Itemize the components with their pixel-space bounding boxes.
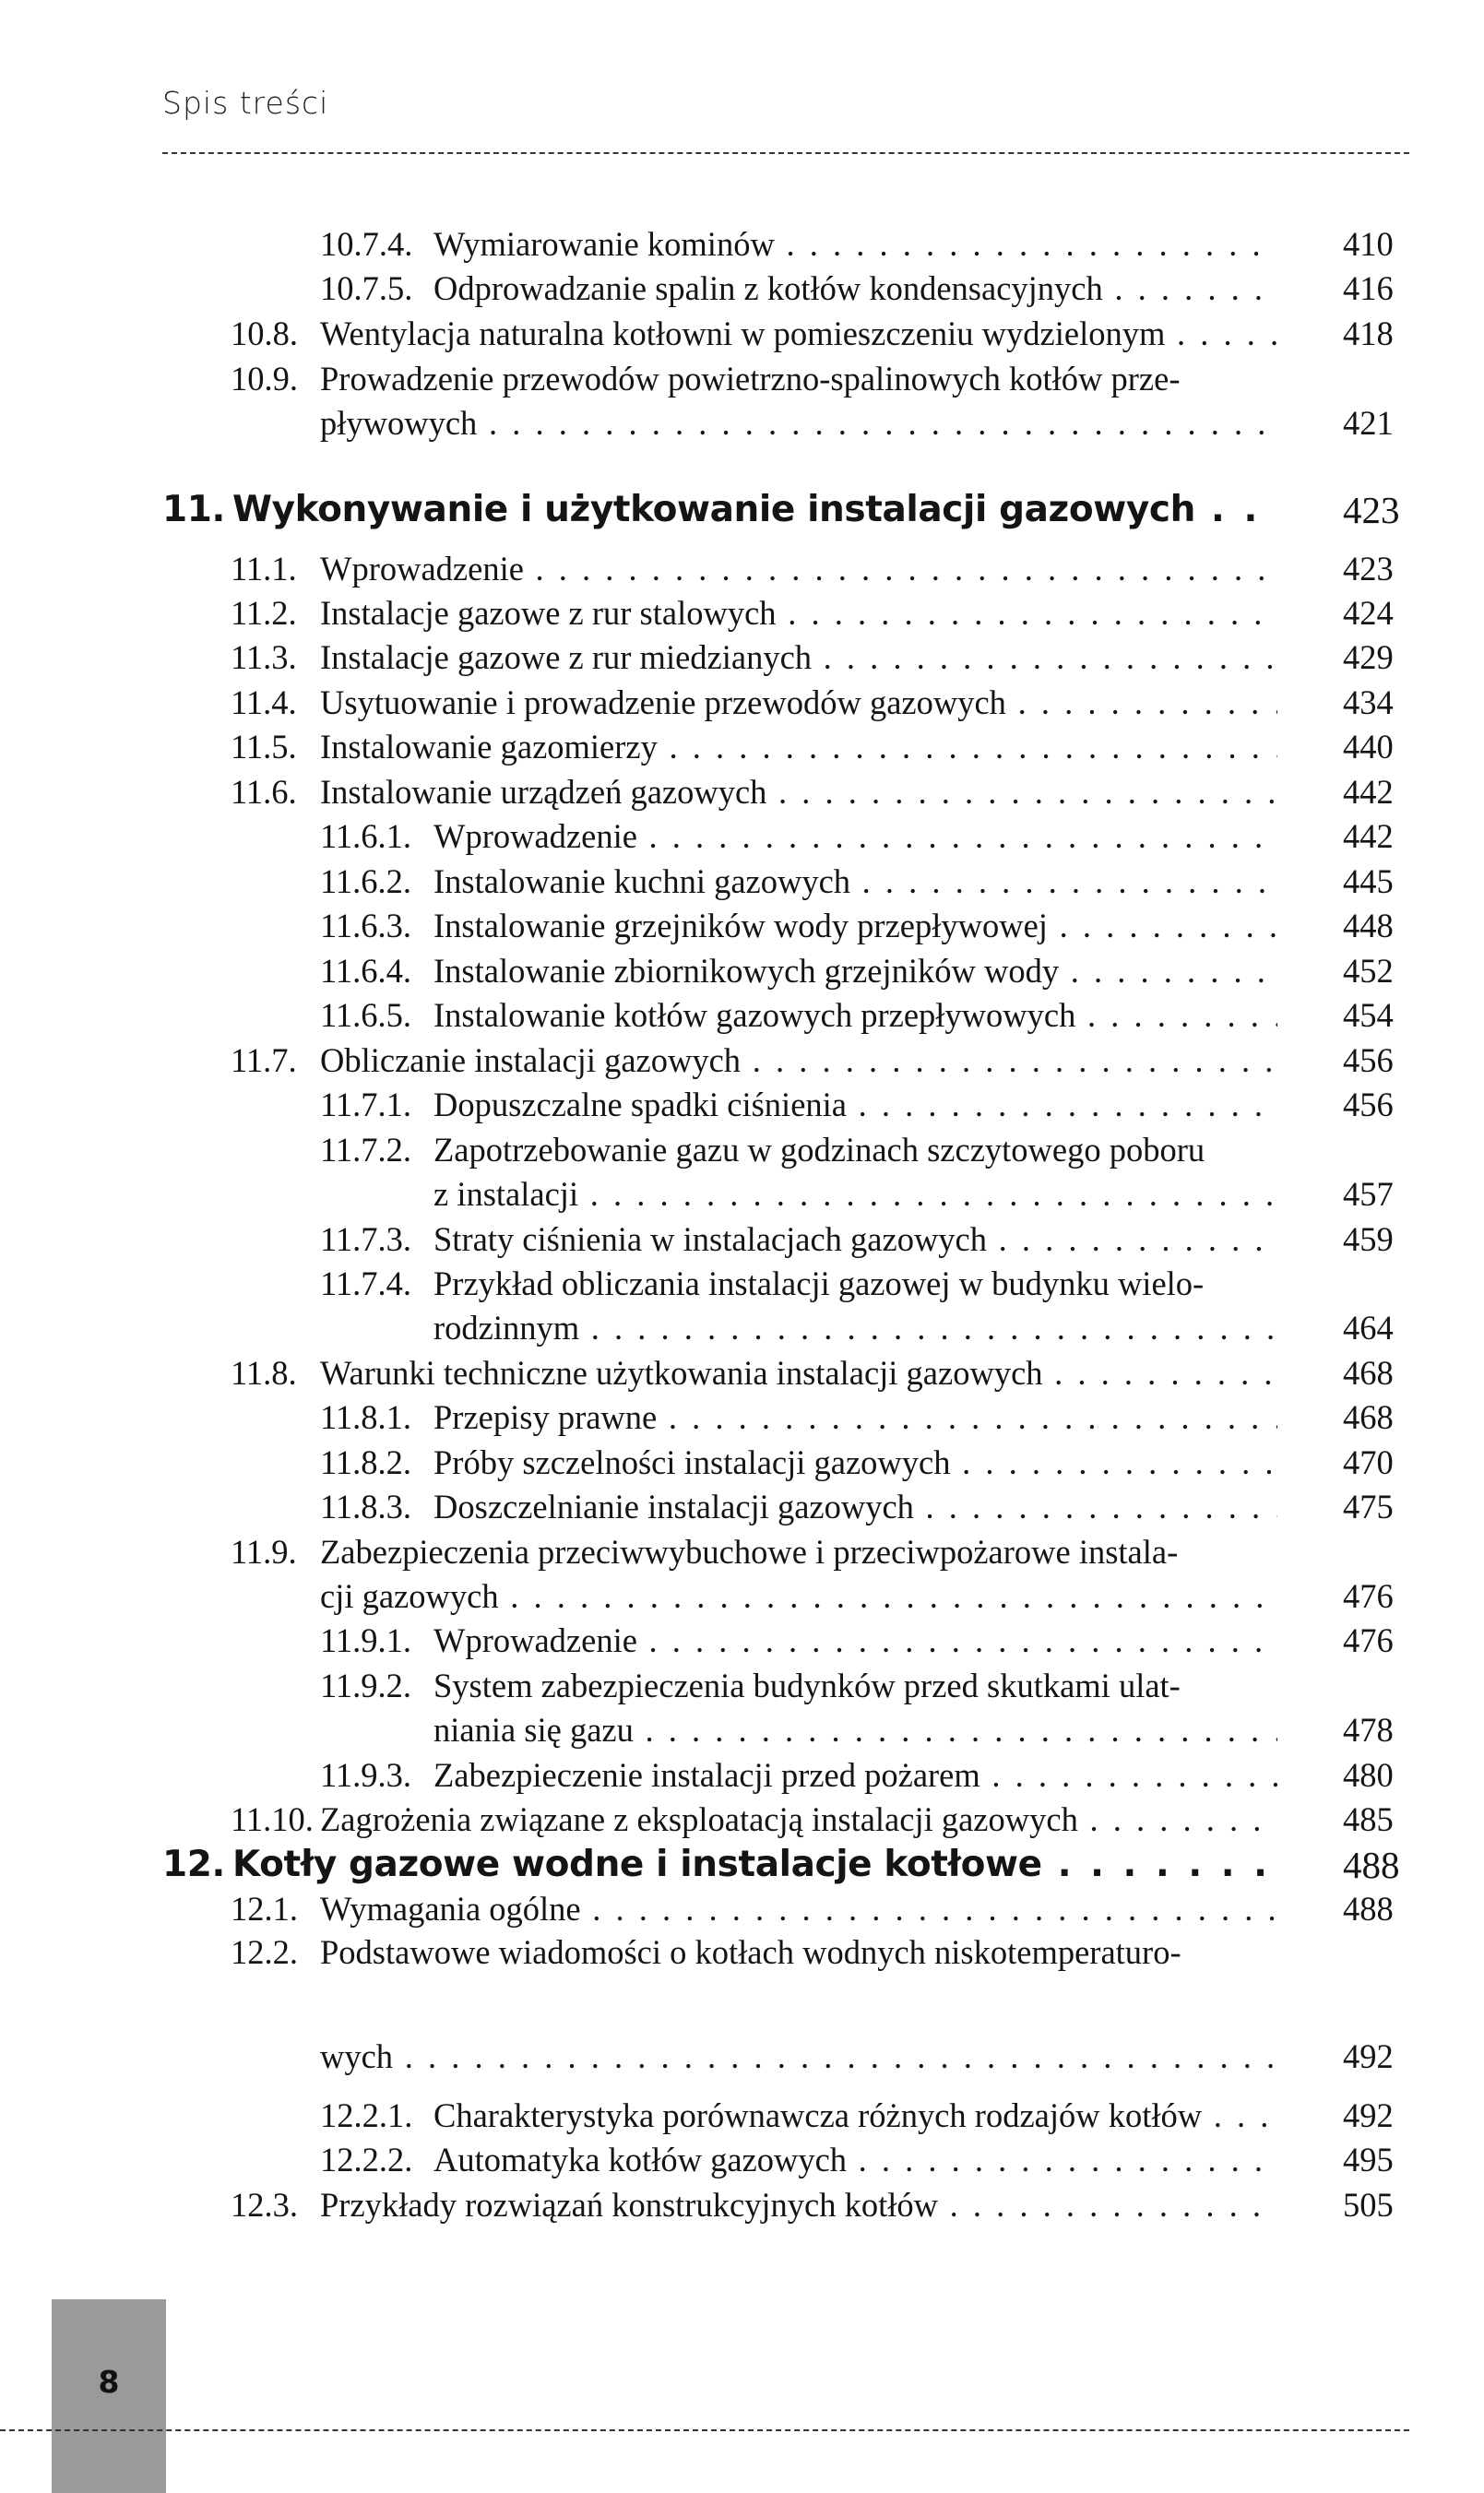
- toc-entry-title: Instalowanie zbiornikowych grzejników wody . . .: [433, 951, 1277, 991]
- toc-entry: [0, 1130, 1484, 1170]
- toc-entry-number: 11.: [162, 489, 225, 530]
- toc-entry-number: 11.7.1.: [320, 1086, 412, 1123]
- toc-entry-number: 11.1.: [231, 550, 297, 588]
- toc-entry: [0, 1932, 1484, 1973]
- toc-page-number: 476: [1343, 1621, 1394, 1659]
- toc-entry-title: Doszczelnianie instalacji gazowych . . .: [433, 1487, 1277, 1527]
- toc-entry: [0, 1889, 1484, 1929]
- toc-entry-title: niania się gazu . . .: [433, 1710, 1277, 1751]
- toc-entry-number: 10.8.: [231, 315, 298, 352]
- toc-page-number: 429: [1343, 638, 1394, 676]
- toc-page-number: 418: [1343, 315, 1394, 352]
- toc-entry-number: 12.2.2.: [320, 2141, 413, 2178]
- toc-entry: [0, 224, 1484, 265]
- toc-entry-number: 11.6.3.: [320, 907, 412, 944]
- toc-entry-title: Instalowanie grzejników wody przepływowej . . .: [433, 906, 1277, 946]
- toc-entry: [0, 1710, 1484, 1751]
- toc-entry-title: Wprowadzenie . . .: [433, 1620, 1277, 1661]
- toc-entry-title: Dopuszczalne spadki ciśnienia . . .: [433, 1085, 1277, 1125]
- toc-entry-number: 11.8.: [231, 1354, 297, 1392]
- toc-entry: [0, 1799, 1484, 1840]
- toc-entry-number: 11.7.3.: [320, 1220, 412, 1258]
- toc-page-number: 492: [1343, 2096, 1394, 2134]
- toc-entry-title: Instalacje gazowe z rur stalowych . . .: [320, 593, 1277, 634]
- toc-entry-number: 11.7.2.: [320, 1131, 412, 1169]
- toc-entry-title: pływowych . . .: [320, 403, 1277, 444]
- toc-page-number: 505: [1343, 2186, 1394, 2224]
- toc-entry-title: Podstawowe wiadomości o kotłach wodnych niskotemperaturo-: [320, 1933, 1181, 1971]
- toc-entry-number: 11.8.3.: [320, 1488, 412, 1525]
- toc-entry-title: Prowadzenie przewodów powietrzno-spalinowych kotłów prze-: [320, 360, 1181, 398]
- toc-entry-number: 11.2.: [231, 594, 297, 632]
- toc-entry: [0, 1532, 1484, 1573]
- toc-entry-number: 11.6.: [231, 773, 297, 811]
- toc-page-number: 442: [1343, 817, 1394, 855]
- toc-page-number: 480: [1343, 1756, 1394, 1794]
- toc-entry-title: Próby szczelności instalacji gazowych . . .: [433, 1442, 1277, 1483]
- toc-entry-number: 11.10.: [231, 1800, 314, 1838]
- toc-entry-title: Automatyka kotłów gazowych . . .: [433, 2140, 1277, 2180]
- footer-divider: [0, 2429, 1409, 2431]
- toc-entry: [0, 314, 1484, 354]
- toc-entry-number: 11.9.: [231, 1533, 297, 1571]
- toc-entry-number: 11.8.1.: [320, 1398, 412, 1436]
- toc-page-number: 495: [1343, 2141, 1394, 2178]
- toc-entry-title: Wprowadzenie . . .: [433, 816, 1277, 857]
- toc-entry-number: 11.6.1.: [320, 817, 412, 855]
- toc-page-number: 488: [1343, 1890, 1394, 1928]
- toc-page-number: 468: [1343, 1354, 1394, 1392]
- toc-entry-number: 11.8.2.: [320, 1443, 412, 1481]
- toc-entry-title: Instalowanie kotłów gazowych przepływowych . . .: [433, 995, 1277, 1036]
- toc-page-number: 457: [1343, 1175, 1394, 1213]
- toc-entry: [0, 403, 1484, 444]
- toc-entry-title: Wymagania ogólne . . .: [320, 1889, 1277, 1929]
- toc-page-number: 416: [1343, 269, 1394, 307]
- toc-entry-title: System zabezpieczenia budynków przed skutkami ulat-: [433, 1667, 1181, 1704]
- toc-entry: [0, 1219, 1484, 1260]
- toc-entry-title: Wykonywanie i użytkowanie instalacji gazowych . . .: [232, 484, 1277, 536]
- toc-entry-title: Instalowanie urządzeń gazowych . . .: [320, 772, 1277, 813]
- toc-entry-number: 10.7.4.: [320, 225, 413, 263]
- toc-entry-title: wych . . .: [320, 2036, 1277, 2077]
- toc-page-number: 470: [1343, 1443, 1394, 1481]
- toc-entry-title: z instalacji . . .: [433, 1174, 1277, 1215]
- toc-entry: [0, 816, 1484, 857]
- toc-entry: [0, 1353, 1484, 1394]
- toc-page-number: 492: [1343, 2037, 1394, 2075]
- toc-entry-number: 11.9.2.: [320, 1667, 412, 1704]
- toc-page-number: 434: [1343, 683, 1394, 721]
- toc-entry-title: Kotły gazowe wodne i instalacje kotłowe . . .: [232, 1839, 1277, 1891]
- toc-entry-number: 11.6.4.: [320, 952, 412, 990]
- toc-entry-title: Wymiarowanie kominów . . .: [433, 224, 1277, 265]
- toc-entry-number: 10.7.5.: [320, 269, 413, 307]
- toc-entry-number: 12.3.: [231, 2186, 298, 2224]
- toc-entry: [0, 727, 1484, 767]
- toc-entry-title: Usytuowanie i prowadzenie przewodów gazowych . . .: [320, 683, 1277, 723]
- toc-entry-number: 11.5.: [231, 728, 297, 766]
- toc-page-number: 475: [1343, 1488, 1394, 1525]
- toc-entry-title: rodzinnym . . .: [433, 1308, 1277, 1348]
- toc-entry-number: 11.9.1.: [320, 1621, 412, 1659]
- toc-entry-number: 11.4.: [231, 683, 297, 721]
- toc-entry-title: Instalacje gazowe z rur miedzianych . . .: [320, 637, 1277, 678]
- toc-page-number: 456: [1343, 1086, 1394, 1123]
- toc-entry-number: 11.6.5.: [320, 996, 412, 1034]
- toc-entry-title: Charakterystyka porównawcza różnych rodzajów kotłów . . .: [433, 2095, 1277, 2136]
- toc-entry-title: Straty ciśnienia w instalacjach gazowych . . .: [433, 1219, 1277, 1260]
- toc-entry-title: Zagrożenia związane z eksploatacją instalacji gazowych . . .: [320, 1799, 1277, 1840]
- toc-entry-number: 11.7.: [231, 1041, 297, 1079]
- toc-entry: [0, 1308, 1484, 1348]
- toc-page-number: 488: [1343, 1844, 1400, 1886]
- toc-entry: [0, 2140, 1484, 2180]
- toc-entry: [0, 1442, 1484, 1483]
- toc-entry: [0, 995, 1484, 1036]
- toc-entry-number: 12.: [162, 1844, 225, 1885]
- toc-page-number: 424: [1343, 594, 1394, 632]
- toc-entry: [0, 1397, 1484, 1438]
- toc-entry-title: Zabezpieczenia przeciwwybuchowe i przeciwpożarowe instala-: [320, 1533, 1179, 1571]
- toc-page-number: 410: [1343, 225, 1394, 263]
- toc-entry: [0, 1666, 1484, 1706]
- header-divider: [162, 152, 1409, 154]
- toc-entry-number: 11.9.3.: [320, 1756, 412, 1794]
- toc-entry-title: Przepisy prawne . . .: [433, 1397, 1277, 1438]
- page-number: 8: [98, 2364, 120, 2400]
- toc-entry: [0, 1264, 1484, 1304]
- toc-page-number: 423: [1343, 550, 1394, 588]
- toc-entry-title: Obliczanie instalacji gazowych . . .: [320, 1040, 1277, 1081]
- toc-entry-title: Odprowadzanie spalin z kotłów kondensacyjnych . . .: [433, 268, 1277, 309]
- toc-entry: [0, 906, 1484, 946]
- toc-entry: [0, 359, 1484, 399]
- toc-entry: [0, 772, 1484, 813]
- toc-page-number: 454: [1343, 996, 1394, 1034]
- toc-page-number: 423: [1343, 489, 1400, 531]
- toc-chapter: [0, 1839, 1484, 1891]
- toc-entry-title: Warunki techniczne użytkowania instalacji gazowych . . .: [320, 1353, 1277, 1394]
- toc-entry: [0, 1755, 1484, 1796]
- toc-entry: [0, 637, 1484, 678]
- toc-page-number: 445: [1343, 862, 1394, 900]
- toc-entry-title: Zabezpieczenie instalacji przed pożarem . . .: [433, 1755, 1277, 1796]
- toc-page-number: 468: [1343, 1398, 1394, 1436]
- toc-entry-title: Wentylacja naturalna kotłowni w pomieszczeniu wydzielonym . . .: [320, 314, 1277, 354]
- toc-entry: [0, 2095, 1484, 2136]
- toc-entry: [0, 951, 1484, 991]
- toc-entry-number: 11.3.: [231, 638, 297, 676]
- toc-page-number: 448: [1343, 907, 1394, 944]
- toc-entry-number: 12.2.1.: [320, 2096, 413, 2134]
- running-header: Spis treści: [162, 85, 329, 121]
- toc-page-number: 440: [1343, 728, 1394, 766]
- toc-entry: [0, 593, 1484, 634]
- toc-entry: [0, 1040, 1484, 1081]
- toc-entry-number: 10.9.: [231, 360, 298, 398]
- toc-entry-title: Instalowanie kuchni gazowych . . .: [433, 861, 1277, 902]
- toc-entry: [0, 683, 1484, 723]
- toc-entry-number: 11.6.2.: [320, 862, 412, 900]
- toc-entry: [0, 549, 1484, 589]
- toc-page-number: 459: [1343, 1220, 1394, 1258]
- toc-entry: [0, 861, 1484, 902]
- toc-entry: [0, 1620, 1484, 1661]
- toc-entry: [0, 1487, 1484, 1527]
- toc-page-number: 464: [1343, 1309, 1394, 1347]
- toc-page-number: 452: [1343, 952, 1394, 990]
- toc-entry-number: 11.7.4.: [320, 1264, 412, 1302]
- toc-entry: [0, 1174, 1484, 1215]
- toc-entry-title: Przykład obliczania instalacji gazowej w budynku wielo-: [433, 1264, 1205, 1302]
- toc-entry-title: Wprowadzenie . . .: [320, 549, 1277, 589]
- toc-entry: [0, 2036, 1484, 2077]
- toc-entry-title: Instalowanie gazomierzy . . .: [320, 727, 1277, 767]
- toc-entry: [0, 1085, 1484, 1125]
- toc-page-number: 421: [1343, 404, 1394, 442]
- toc-page-number: 456: [1343, 1041, 1394, 1079]
- toc-entry-title: cji gazowych . . .: [320, 1576, 1277, 1617]
- toc-page-number: 478: [1343, 1711, 1394, 1749]
- toc-entry: [0, 268, 1484, 309]
- toc-entry: [0, 1576, 1484, 1617]
- toc-entry-number: 12.1.: [231, 1890, 298, 1928]
- toc-page-number: 485: [1343, 1800, 1394, 1838]
- page-number-tab: [52, 2299, 166, 2493]
- toc-chapter: [0, 484, 1484, 536]
- toc-page-number: 442: [1343, 773, 1394, 811]
- toc-entry-title: Zapotrzebowanie gazu w godzinach szczytowego poboru: [433, 1131, 1205, 1169]
- toc-entry-title: Przykłady rozwiązań konstrukcyjnych kotłów . . .: [320, 2185, 1277, 2226]
- toc-entry-number: 12.2.: [231, 1933, 298, 1971]
- toc-page-number: 476: [1343, 1577, 1394, 1615]
- toc-entry: [0, 2185, 1484, 2226]
